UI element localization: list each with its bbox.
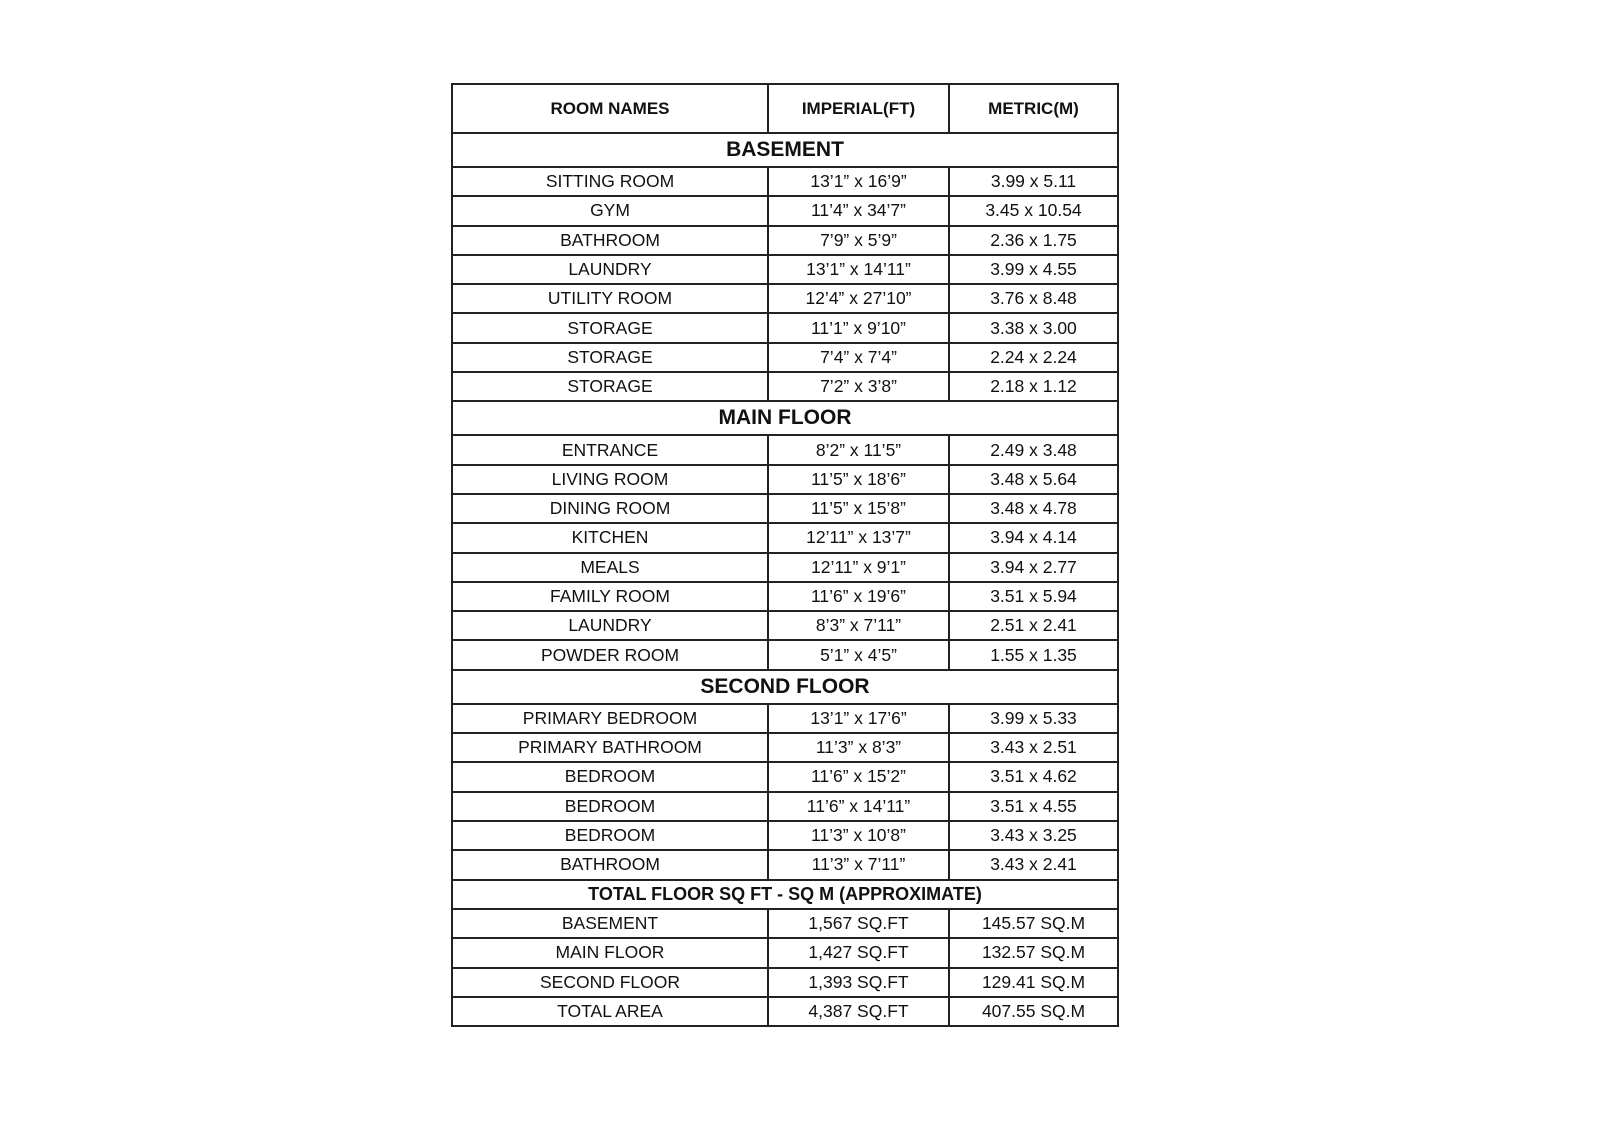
cell-imperial: 7’2” x 3’8”: [768, 372, 949, 401]
cell-metric: 2.18 x 1.12: [949, 372, 1118, 401]
cell-imperial: 11’6” x 15’2”: [768, 762, 949, 791]
totals-heading-row: [452, 880, 1118, 910]
cell-name: BATHROOM: [452, 226, 768, 255]
cell-metric: 1.55 x 1.35: [949, 640, 1118, 669]
table-row: [452, 640, 1118, 669]
table-row: [452, 372, 1118, 401]
cell-metric: 3.51 x 5.94: [949, 582, 1118, 611]
cell-imperial: 8’3” x 7’11”: [768, 611, 949, 640]
cell-metric: 129.41 SQ.M: [949, 968, 1118, 997]
table-row: [452, 582, 1118, 611]
cell-metric: 3.51 x 4.55: [949, 792, 1118, 821]
cell-name: SITTING ROOM: [452, 167, 768, 196]
cell-name: BEDROOM: [452, 821, 768, 850]
cell-name: MEALS: [452, 553, 768, 582]
table-row: [452, 733, 1118, 762]
cell-imperial: 11’5” x 18’6”: [768, 465, 949, 494]
cell-name: KITCHEN: [452, 523, 768, 552]
cell-metric: 3.51 x 4.62: [949, 762, 1118, 791]
cell-metric: 132.57 SQ.M: [949, 938, 1118, 967]
cell-name: FAMILY ROOM: [452, 582, 768, 611]
cell-name: BASEMENT: [452, 909, 768, 938]
table-row: [452, 968, 1118, 997]
table-row: [452, 997, 1118, 1026]
cell-metric: 407.55 SQ.M: [949, 997, 1118, 1026]
room-dimensions-sheet: [451, 83, 1117, 1027]
table-body: [452, 133, 1118, 1026]
cell-metric: 2.36 x 1.75: [949, 226, 1118, 255]
table-row: [452, 313, 1118, 342]
header-room-names: ROOM NAMES: [452, 84, 768, 133]
cell-metric: 3.76 x 8.48: [949, 284, 1118, 313]
cell-metric: 3.94 x 4.14: [949, 523, 1118, 552]
cell-metric: 3.43 x 3.25: [949, 821, 1118, 850]
table-row: [452, 909, 1118, 938]
cell-name: BEDROOM: [452, 792, 768, 821]
table-row: [452, 938, 1118, 967]
table-header-row: [452, 84, 1118, 133]
section-heading-row: [452, 670, 1118, 704]
cell-imperial: 11’4” x 34’7”: [768, 196, 949, 225]
cell-name: STORAGE: [452, 343, 768, 372]
cell-name: PRIMARY BEDROOM: [452, 704, 768, 733]
cell-metric: 145.57 SQ.M: [949, 909, 1118, 938]
table-row: [452, 704, 1118, 733]
cell-imperial: 4,387 SQ.FT: [768, 997, 949, 1026]
table-row: [452, 762, 1118, 791]
cell-name: UTILITY ROOM: [452, 284, 768, 313]
cell-name: MAIN FLOOR: [452, 938, 768, 967]
cell-imperial: 11’3” x 7’11”: [768, 850, 949, 879]
cell-imperial: 5’1” x 4’5”: [768, 640, 949, 669]
cell-imperial: 11’5” x 15’8”: [768, 494, 949, 523]
cell-imperial: 12’4” x 27’10”: [768, 284, 949, 313]
cell-imperial: 12’11” x 13’7”: [768, 523, 949, 552]
cell-imperial: 13’1” x 16’9”: [768, 167, 949, 196]
cell-metric: 3.94 x 2.77: [949, 553, 1118, 582]
cell-name: LIVING ROOM: [452, 465, 768, 494]
cell-name: ENTRANCE: [452, 435, 768, 464]
cell-metric: 3.43 x 2.51: [949, 733, 1118, 762]
cell-name: BATHROOM: [452, 850, 768, 879]
cell-metric: 3.99 x 5.11: [949, 167, 1118, 196]
cell-metric: 3.99 x 4.55: [949, 255, 1118, 284]
cell-name: DINING ROOM: [452, 494, 768, 523]
room-dimensions-table: [451, 83, 1119, 1027]
table-row: [452, 167, 1118, 196]
cell-imperial: 1,427 SQ.FT: [768, 938, 949, 967]
cell-imperial: 11’1” x 9’10”: [768, 313, 949, 342]
cell-metric: 3.99 x 5.33: [949, 704, 1118, 733]
header-metric: METRIC(M): [949, 84, 1118, 133]
table-row: [452, 850, 1118, 879]
cell-imperial: 1,567 SQ.FT: [768, 909, 949, 938]
totals-heading: TOTAL FLOOR SQ FT - SQ M (APPROXIMATE): [452, 880, 1118, 910]
cell-name: STORAGE: [452, 313, 768, 342]
cell-name: LAUNDRY: [452, 611, 768, 640]
table-row: [452, 196, 1118, 225]
cell-metric: 3.48 x 4.78: [949, 494, 1118, 523]
table-row: [452, 494, 1118, 523]
table-row: [452, 792, 1118, 821]
header-imperial: IMPERIAL(FT): [768, 84, 949, 133]
cell-metric: 2.51 x 2.41: [949, 611, 1118, 640]
table-row: [452, 523, 1118, 552]
table-row: [452, 465, 1118, 494]
cell-imperial: 7’9” x 5’9”: [768, 226, 949, 255]
cell-metric: 3.48 x 5.64: [949, 465, 1118, 494]
cell-metric: 3.43 x 2.41: [949, 850, 1118, 879]
cell-name: BEDROOM: [452, 762, 768, 791]
section-heading-row: [452, 401, 1118, 435]
section-heading: BASEMENT: [452, 133, 1118, 167]
section-heading: SECOND FLOOR: [452, 670, 1118, 704]
table-row: [452, 553, 1118, 582]
table-row: [452, 226, 1118, 255]
cell-imperial: 11’6” x 19’6”: [768, 582, 949, 611]
cell-name: SECOND FLOOR: [452, 968, 768, 997]
table-row: [452, 435, 1118, 464]
cell-imperial: 12’11” x 9’1”: [768, 553, 949, 582]
table-row: [452, 284, 1118, 313]
cell-name: POWDER ROOM: [452, 640, 768, 669]
cell-imperial: 13’1” x 17’6”: [768, 704, 949, 733]
cell-name: GYM: [452, 196, 768, 225]
cell-metric: 2.49 x 3.48: [949, 435, 1118, 464]
cell-metric: 3.38 x 3.00: [949, 313, 1118, 342]
cell-metric: 2.24 x 2.24: [949, 343, 1118, 372]
cell-name: LAUNDRY: [452, 255, 768, 284]
cell-imperial: 7’4” x 7’4”: [768, 343, 949, 372]
table-row: [452, 343, 1118, 372]
cell-metric: 3.45 x 10.54: [949, 196, 1118, 225]
cell-imperial: 1,393 SQ.FT: [768, 968, 949, 997]
cell-name: STORAGE: [452, 372, 768, 401]
cell-imperial: 11’6” x 14’11”: [768, 792, 949, 821]
cell-name: PRIMARY BATHROOM: [452, 733, 768, 762]
cell-imperial: 11’3” x 10’8”: [768, 821, 949, 850]
cell-imperial: 13’1” x 14’11”: [768, 255, 949, 284]
table-row: [452, 611, 1118, 640]
section-heading-row: [452, 133, 1118, 167]
table-row: [452, 255, 1118, 284]
cell-imperial: 8’2” x 11’5”: [768, 435, 949, 464]
table-row: [452, 821, 1118, 850]
cell-imperial: 11’3” x 8’3”: [768, 733, 949, 762]
section-heading: MAIN FLOOR: [452, 401, 1118, 435]
cell-name: TOTAL AREA: [452, 997, 768, 1026]
